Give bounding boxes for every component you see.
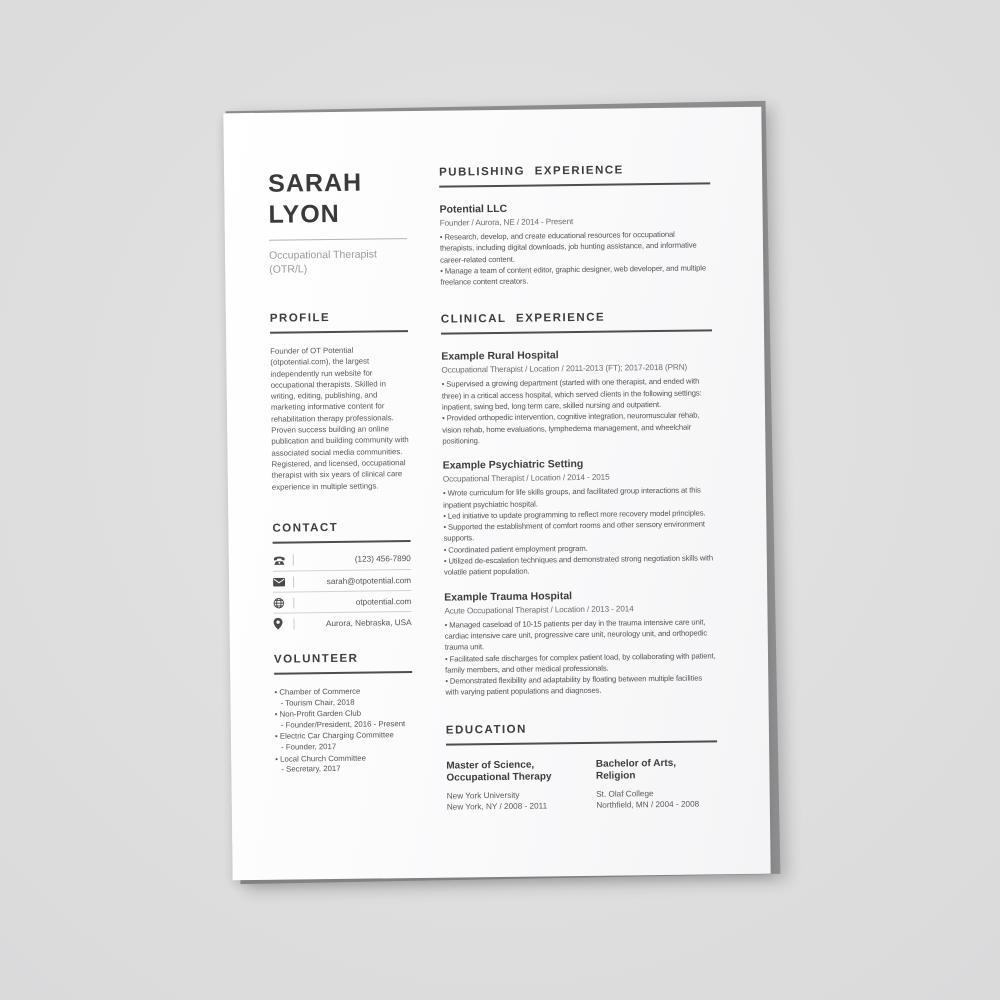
bullet-point: • Supervised a growing department (started with one therapist, and ended with three) in a critical access hospital, which served clients in the following settings: inpatient, swing bed, long term care, skilled nursing and outpatient. [442,376,713,413]
profile-section [270,311,410,500]
profile-heading: PROFILE [270,311,408,334]
education-entry [596,757,718,810]
contact-list [273,548,412,634]
volunteer-org: • Electric Car Charging Committee [275,730,413,742]
bullet-point: • Manage a team of content editor, graphic designer, web developer, and multiple freelance content creators. [440,262,711,288]
education-entry [446,759,568,812]
contact-row-email [273,569,411,592]
bullet-point: • Utilized de-escalation techniques and demonstrated strong negotiation skills with volatile patient population. [444,552,715,578]
volunteer-list [274,686,413,775]
contact-divider [293,597,294,608]
job-meta: Occupational Therapist / Location / 2011-2013 (FT); 2017-2018 (PRN) [441,363,688,376]
school-dates: Northfield, MN / 2004 - 2008 [596,799,700,810]
bullet-point: • Research, develop, and create educational resources for occupational therapists, including digital downloads, job hunting assistance, and informative career-related content. [440,228,711,265]
education-section [446,721,718,812]
clinical-section [441,311,717,699]
volunteer-role: - Founder, 2017 [281,741,337,752]
contact-row-website [273,590,411,613]
contact-divider [293,576,294,587]
volunteer-item [275,753,413,776]
globe-icon [273,597,288,608]
bullet-point: • Wrote curriculum for life skills groups, and facilitated group interactions at this inpatient psychiatric hospital. [443,485,714,511]
volunteer-role: - Founder/President, 2016 - Present [280,718,406,730]
job-meta: Occupational Therapist / Location / 2014 - 2015 [442,472,610,484]
location-icon [274,618,289,630]
school-name: St. Olaf College [596,788,654,799]
bullet-point: • Managed caseload of 10-15 patients per day in the trauma intensive care unit, cardiac intensive care unit, progressive care unit, neurology unit, and orthopedic trauma unit. [445,616,716,653]
job-entry [443,457,715,579]
job-entry [439,200,711,288]
clinical-heading: CLINICAL EXPERIENCE [441,311,712,335]
phone-icon [273,555,288,565]
volunteer-org: • Local Church Committee [275,753,413,765]
contact-heading: CONTACT [272,521,410,544]
school-dates: New York, NY / 2008 - 2011 [446,801,548,812]
contact-divider [294,618,295,629]
job-bullets [440,228,712,288]
contact-section [272,521,411,634]
volunteer-org: • Chamber of Commerce [274,686,412,698]
job-title: Example Rural Hospital [441,349,559,364]
job-entry [444,588,716,698]
volunteer-org: • Non-Profit Garden Club [275,708,413,720]
publishing-section [439,163,711,288]
contact-phone-value: (123) 456-7890 [354,554,411,564]
school-name: New York University [446,790,520,801]
education-heading: EDUCATION [446,721,717,745]
contact-row-phone [273,548,411,571]
right-column [439,163,718,837]
degree-title: Master of Science, Occupational Therapy [446,759,552,784]
bullet-point: • Facilitated safe discharges for complex patient load, by collaborating with patient, family members, and other medical professionals. [445,650,716,676]
degree-title: Bachelor of Arts, Religion [595,757,677,783]
contact-row-location [273,611,411,634]
volunteer-role: - Tourism Chair, 2018 [280,697,355,708]
volunteer-section [274,652,413,775]
bullet-point: • Provided orthopedic intervention, cognitive integration, neuromuscular rehab, vision rehab, home evaluations, lymphedema management, and wheelchair positioning. [442,410,713,447]
resume-subtitle: Occupational Therapist (OTR/L) [269,248,377,276]
job-entry [441,348,713,447]
contact-email-value: sarah@otpotential.com [326,575,412,586]
job-bullets [445,616,717,698]
job-meta: Acute Occupational Therapist / Location / 2013 - 2014 [444,603,634,616]
contact-divider [293,554,294,565]
name-divider [269,238,407,241]
job-bullets [442,376,714,447]
publishing-heading: PUBLISHING EXPERIENCE [439,163,710,187]
contact-location-value: Aurora, Nebraska, USA [325,617,412,628]
job-title: Example Trauma Hospital [444,589,573,604]
job-bullets [443,485,715,579]
bullet-point: • Coordinated patient employment program. [444,541,715,556]
volunteer-role: - Secretary, 2017 [281,764,341,774]
volunteer-item [274,686,412,709]
volunteer-item [275,708,413,731]
contact-website-value: otpotential.com [355,596,412,607]
left-column [268,167,414,840]
volunteer-item [275,730,413,753]
resume-name: SARAH LYON [268,168,363,229]
education-grid [446,757,718,812]
email-icon [273,577,288,586]
volunteer-heading: VOLUNTEER [274,652,412,675]
job-title: Potential LLC [439,202,508,216]
bullet-point: • Demonstrated flexibility and adaptability by floating between multiple facilities with varying patient populations and diagnoses. [445,672,716,698]
bullet-point: • Led initiative to update programming to reflect more recovery model principles. [443,507,714,522]
job-meta: Founder / Aurora, NE / 2014 - Present [439,217,574,228]
profile-text: Founder of OT Potential (otpotential.com), the largest independently run website for occupational therapists. Skilled in writing, editing, publishing, and marketing informative content for rehabilitation therapy professionals. Proven success building an online publication and building community with associated social media communities. Registered, and licensed, occupational therapist with six years of clinical care experience in multiple settings. [270,345,409,492]
job-title: Example Psychiatric Setting [442,458,584,472]
bullet-point: • Supported the establishment of comfort rooms and other sensory environment supports. [443,519,714,545]
resume-page [223,107,770,881]
